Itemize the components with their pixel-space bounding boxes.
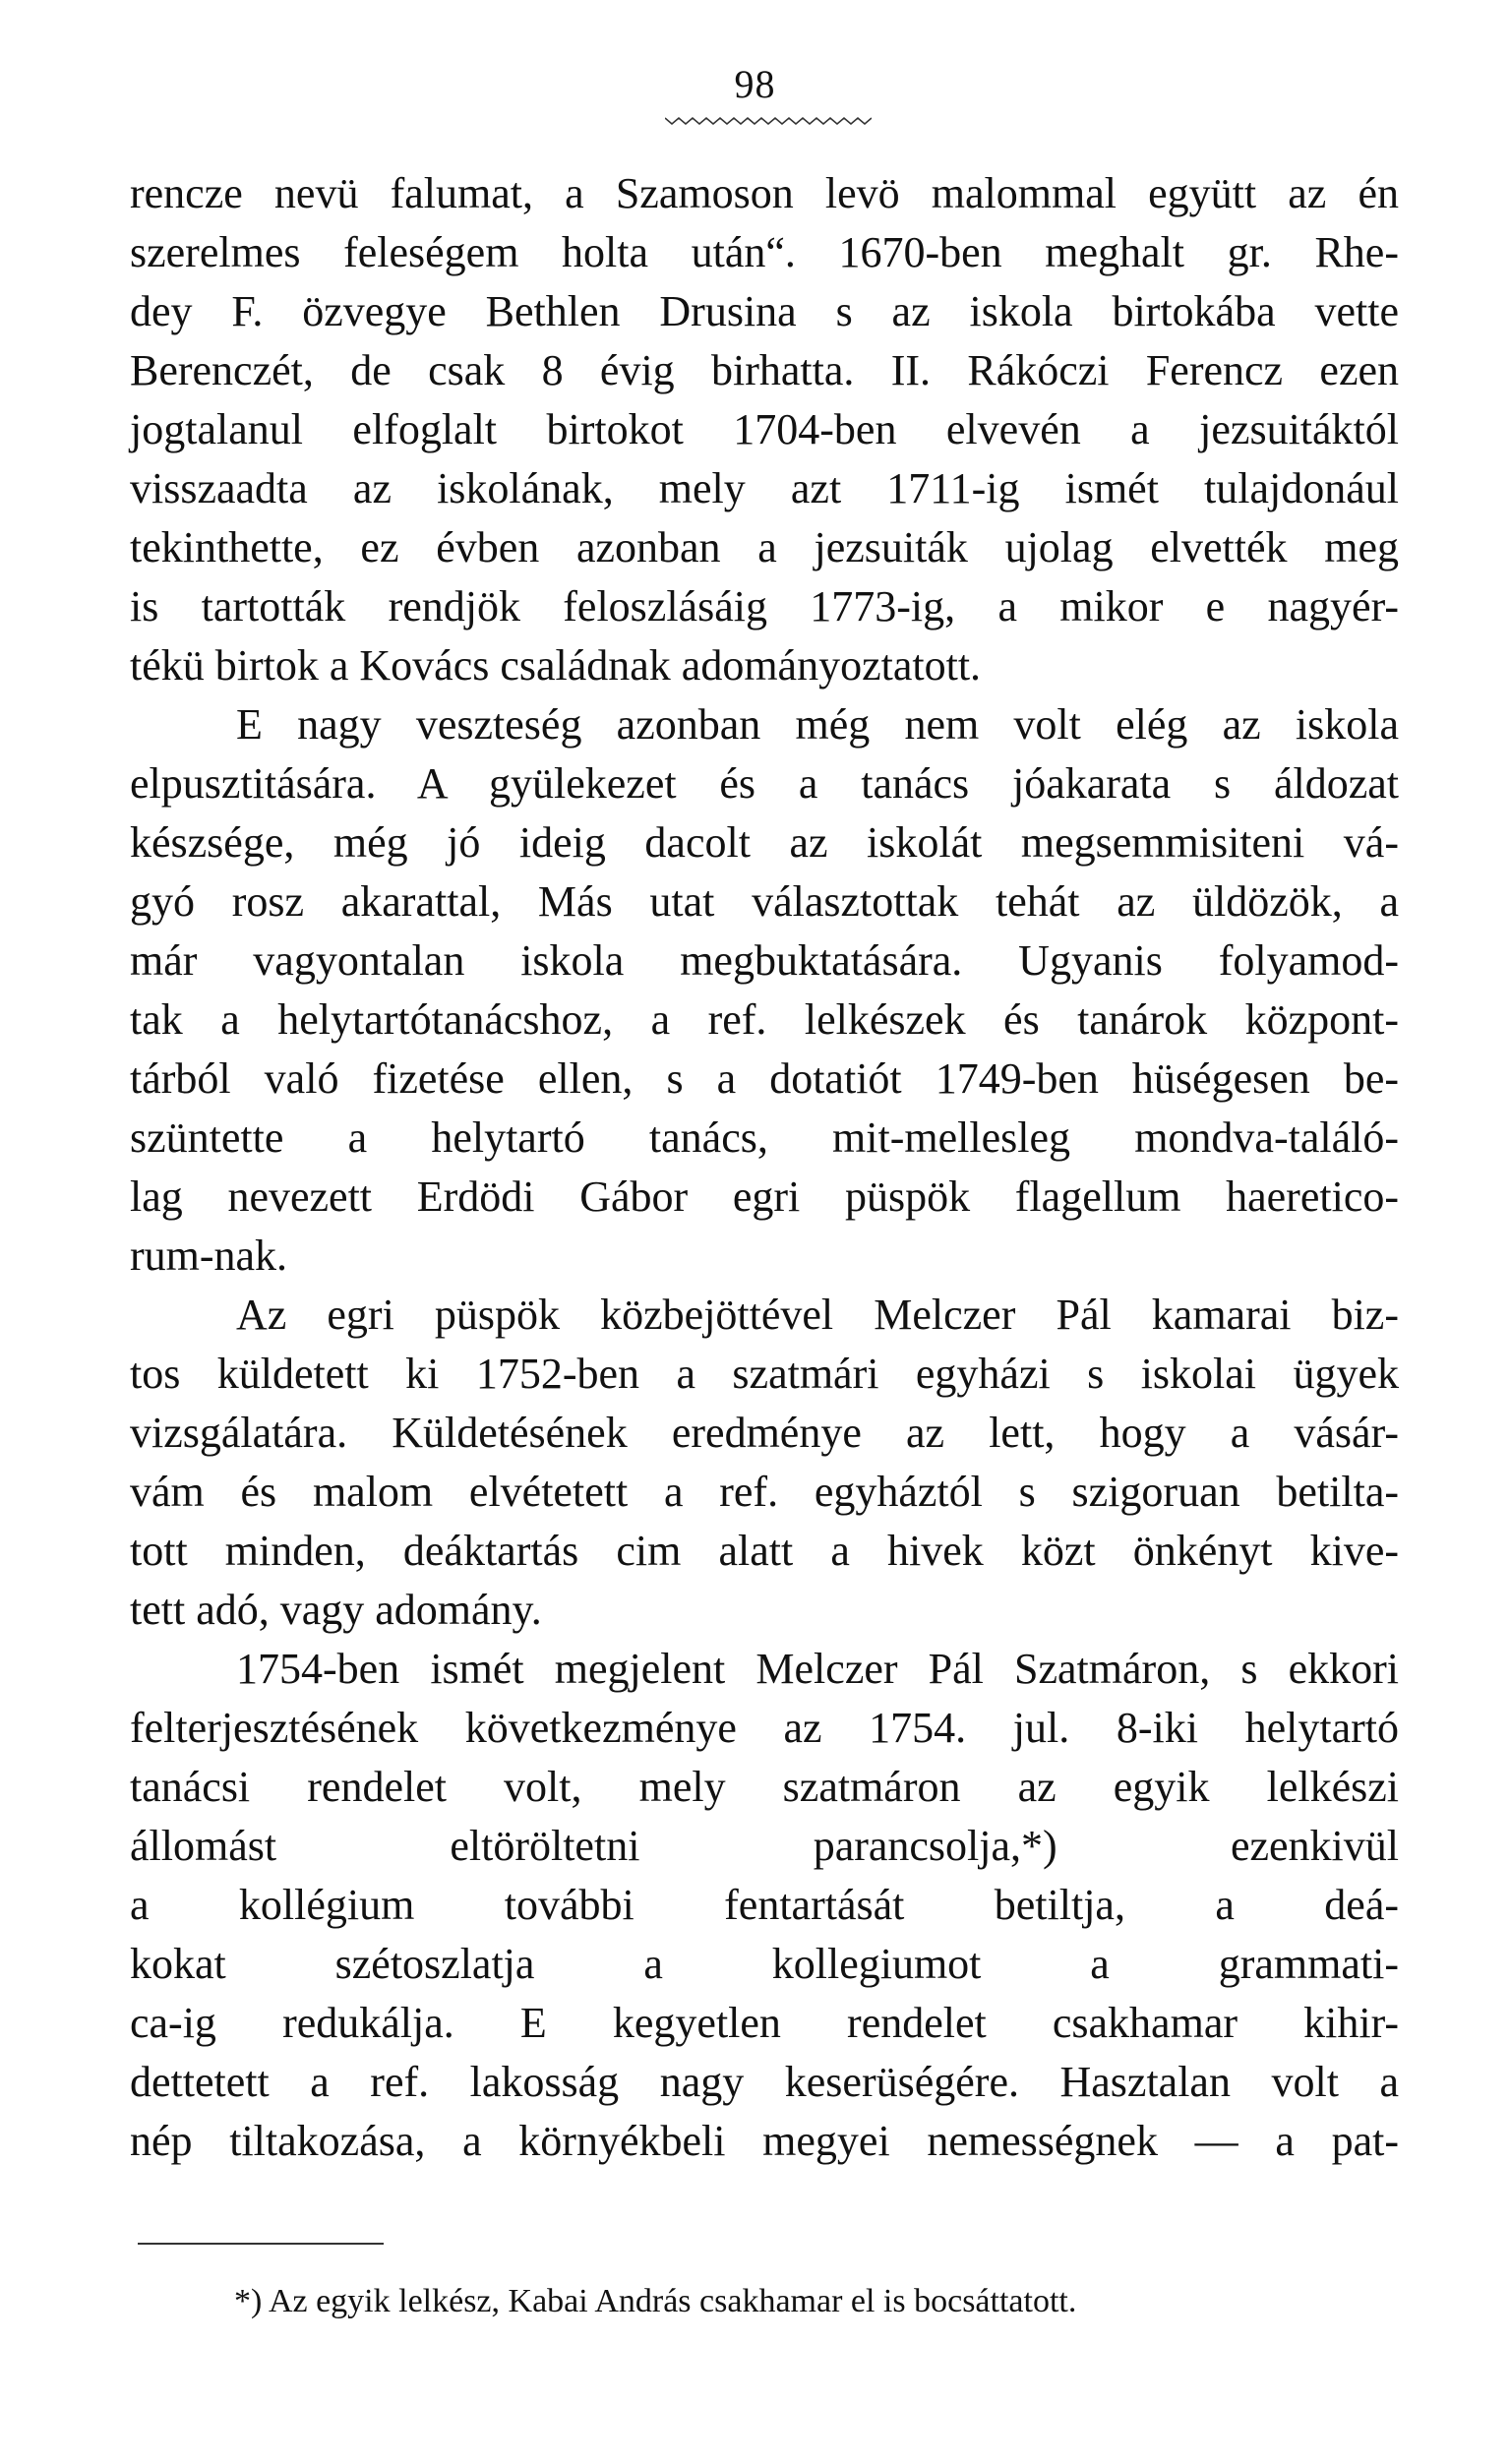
text-line: készsége, még jó ideig dacolt az iskolát megsemmisiteni vá-: [130, 818, 1399, 867]
text-line: állomást eltöröltetni parancsolja,*) ezenkivül: [130, 1822, 1399, 1870]
text-line: tak a helytartótanácshoz, a ref. lelkészek és tanárok központ-: [130, 995, 1399, 1044]
text-line: a kollégium további fentartását betiltja, a deá-: [130, 1881, 1399, 1929]
text-line: tott minden, deáktartás cim alatt a hivek közt önkényt kive-: [130, 1527, 1399, 1575]
footnote: *) Az egyik lelkész, Kabai András csakhamar el is bocsáttatott.: [234, 2283, 1077, 2319]
text-line: tekinthette, ez évben azonban a jezsuiták ujolag elvették meg: [130, 523, 1399, 571]
text-line: 1754-ben ismét megjelent Melczer Pál Szatmáron, s ekkori: [236, 1645, 1399, 1693]
footnote-divider: [138, 2243, 384, 2245]
text-line: már vagyontalan iskola megbuktatására. Ugyanis folyamod-: [130, 936, 1399, 985]
text-line: vám és malom elvétetett a ref. egyháztól s szigoruan betilta-: [130, 1468, 1399, 1516]
text-line: szerelmes feleségem holta után“. 1670-ben meghalt gr. Rhe-: [130, 228, 1399, 276]
text-line: is tartották rendjök feloszlásáig 1773-ig, a mikor e nagyér-: [130, 582, 1399, 631]
text-line: dettetett a ref. lakosság nagy keserüségére. Hasztalan volt a: [130, 2058, 1399, 2106]
text-line: kokat szétoszlatja a kollegiumot a grammati-: [130, 1940, 1399, 1988]
text-line: lag nevezett Erdödi Gábor egri püspök flagellum haeretico-: [130, 1172, 1399, 1221]
text-line: rum-nak.: [130, 1232, 288, 1280]
text-line: tárból való fizetése ellen, s a dotatiót 1749-ben hüségesen be-: [130, 1054, 1399, 1103]
text-line: ca-ig redukálja. E kegyetlen rendelet csakhamar kihir-: [130, 1999, 1399, 2047]
text-line: Az egri püspök közbejöttével Melczer Pál kamarai biz-: [236, 1291, 1399, 1339]
text-line: tékü birtok a Kovács családnak adományoztatott.: [130, 641, 982, 690]
text-line: elpusztitására. A gyülekezet és a tanács jóakarata s áldozat: [130, 759, 1399, 808]
text-line: E nagy veszteség azonban még nem volt elég az iskola: [236, 700, 1399, 749]
text-line: visszaadta az iskolának, mely azt 1711-ig ismét tulajdonául: [130, 464, 1399, 512]
text-line: dey F. özvegye Bethlen Drusina s az iskola birtokába vette: [130, 287, 1399, 335]
text-line: rencze nevü falumat, a Szamoson levö malommal együtt az én: [130, 169, 1399, 217]
text-line: felterjesztésének következménye az 1754. jul. 8-iki helytartó: [130, 1704, 1399, 1752]
text-line: vizsgálatára. Küldetésének eredménye az lett, hogy a vásár-: [130, 1409, 1399, 1457]
page-number-ornament: [665, 116, 872, 126]
text-line: Berenczét, de csak 8 évig birhatta. II. Rákóczi Ferencz ezen: [130, 346, 1399, 394]
text-line: gyó rosz akarattal, Más utat választottak tehát az üldözök, a: [130, 877, 1399, 926]
text-line: jogtalanul elfoglalt birtokot 1704-ben elvevén a jezsuitáktól: [130, 405, 1399, 453]
text-line: tett adó, vagy adomány.: [130, 1586, 542, 1634]
text-line: nép tiltakozása, a környékbeli megyei nemességnek — a pat-: [130, 2117, 1399, 2165]
text-line: tanácsi rendelet volt, mely szatmáron az egyik lelkészi: [130, 1763, 1399, 1811]
text-line: szüntette a helytartó tanács, mit-mellesleg mondva-találó-: [130, 1113, 1399, 1162]
page-number: 98: [734, 62, 776, 106]
text-line: tos küldetett ki 1752-ben a szatmári egyházi s iskolai ügyek: [130, 1350, 1399, 1398]
